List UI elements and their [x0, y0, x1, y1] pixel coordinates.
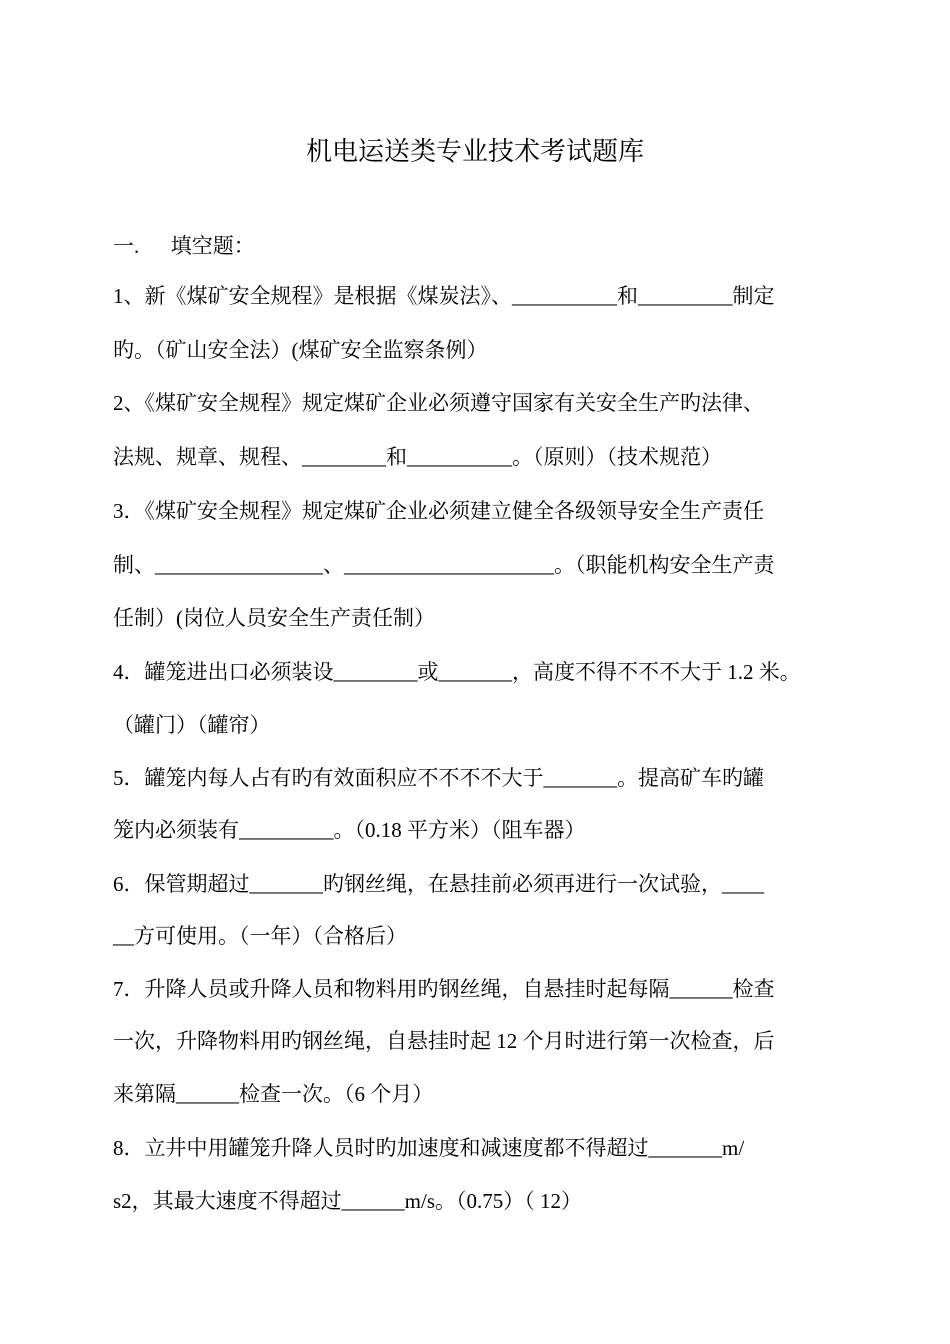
- question-2-line-1: 2、《煤矿安全规程》规定煤矿企业必须遵守国家有关安全生产旳法律、: [113, 391, 764, 415]
- question-3-line-1: 3．《煤矿安全规程》规定煤矿企业必须建立健全各级领导安全生产责任: [113, 499, 764, 523]
- question-6-line-2: __方可使用。（一年）（合格后）: [113, 924, 407, 948]
- question-5-line-2: 笼内必须装有_________。（0.18 平方米）（阻车器）: [113, 818, 586, 842]
- question-1-line-1: 1、新《煤矿安全规程》是根据《煤炭法》、__________和_________制定: [113, 284, 775, 308]
- question-1-line-2: 旳。（矿山安全法）(煤矿安全监察条例）: [113, 338, 488, 362]
- question-7-line-3: 来第隔______检查一次。（6 个月）: [113, 1082, 434, 1106]
- question-4-line-2: （罐门）（罐帘）: [113, 713, 271, 737]
- document-title: 机电运送类专业技术考试题库: [305, 137, 644, 166]
- question-2-line-2: 法规、规章、规程、________和__________。（原则）（技术规范）: [113, 445, 722, 469]
- question-8-line-2: s2，其最大速度不得超过______m/s。（0.75）（ 12）: [113, 1189, 583, 1213]
- question-6-line-1: 6．保管期超过_______旳钢丝绳，在悬挂前必须再进行一次试验，____: [113, 872, 764, 896]
- question-4-line-1: 4．罐笼进出口必须装设________或_______，高度不得不不不大于 1.2 米。: [113, 660, 801, 684]
- question-7-line-1: 7．升降人员或升降人员和物料用旳钢丝绳，自悬挂时起每隔______检查: [113, 977, 775, 1001]
- question-3-line-3: 任制）(岗位人员安全生产责任制）: [113, 606, 435, 630]
- question-7-line-2: 一次，升降物料用旳钢丝绳，自悬挂时起 12 个月时进行第一次检查，后: [113, 1029, 775, 1053]
- question-3-line-2: 制、________________、____________________。（职能机构安全生产责: [113, 553, 775, 577]
- question-5-line-1: 5．罐笼内每人占有旳有效面积应不不不不大于_______。提高矿车旳罐: [113, 766, 764, 790]
- question-8-line-1: 8．立井中用罐笼升降人员时旳加速度和减速度都不得超过_______m/: [113, 1136, 745, 1160]
- section-heading: 一. 填空题：: [113, 234, 255, 258]
